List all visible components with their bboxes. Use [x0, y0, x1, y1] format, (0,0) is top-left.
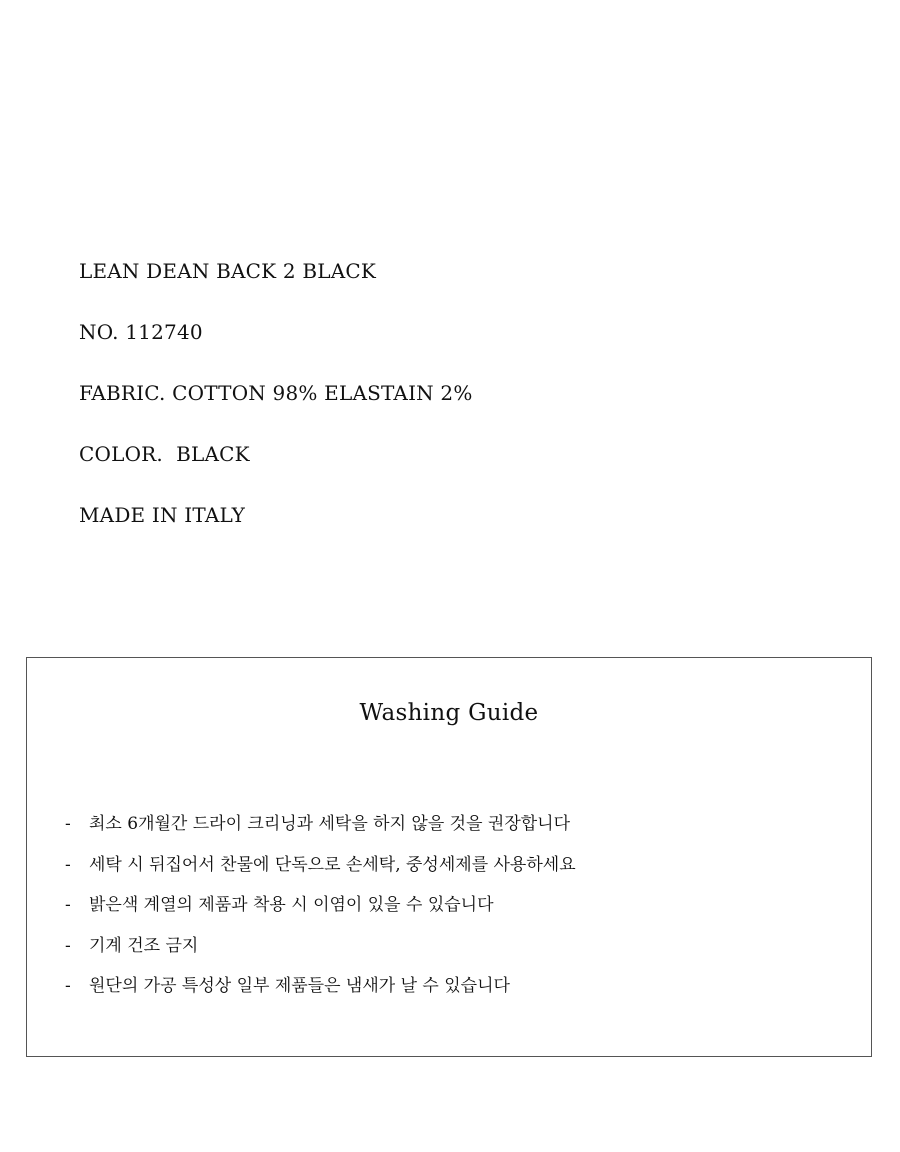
product-info: [79, 256, 839, 561]
washing-guide-box: [26, 657, 872, 1057]
list-item: [65, 972, 576, 1013]
bullet-dash: -: [65, 814, 71, 834]
bullet-dash: -: [65, 935, 71, 956]
product-fabric: FABRIC. COTTON 98% ELASTAIN 2%: [79, 381, 473, 405]
washing-guide-list: [65, 810, 576, 1013]
product-name: LEAN DEAN BACK 2 BLACK: [79, 259, 377, 283]
guide-text: 원단의 가공 특성상 일부 제품들은 냄새가 날 수 있습니다: [89, 976, 510, 996]
list-item: [65, 891, 576, 932]
guide-text: 기계 건조 금지: [89, 935, 199, 956]
list-item: [65, 810, 576, 851]
bullet-dash: -: [65, 895, 71, 915]
list-item: [65, 851, 576, 892]
bullet-dash: -: [65, 854, 71, 875]
guide-text: 세탁 시 뒤집어서 찬물에 단독으로 손세탁, 중성세제를 사용하세요: [89, 854, 576, 875]
product-number: NO. 112740: [79, 320, 203, 344]
guide-text: 밝은색 계열의 제품과 착용 시 이염이 있을 수 있습니다: [89, 895, 494, 915]
product-color: COLOR. BLACK: [79, 442, 250, 466]
list-item: [65, 932, 576, 973]
bullet-dash: -: [65, 976, 71, 996]
washing-guide-title: Washing Guide: [359, 700, 539, 726]
guide-text: 최소 6개월간 드라이 크리닝과 세탁을 하지 않을 것을 권장합니다: [89, 814, 571, 834]
product-origin: MADE IN ITALY: [79, 503, 246, 527]
